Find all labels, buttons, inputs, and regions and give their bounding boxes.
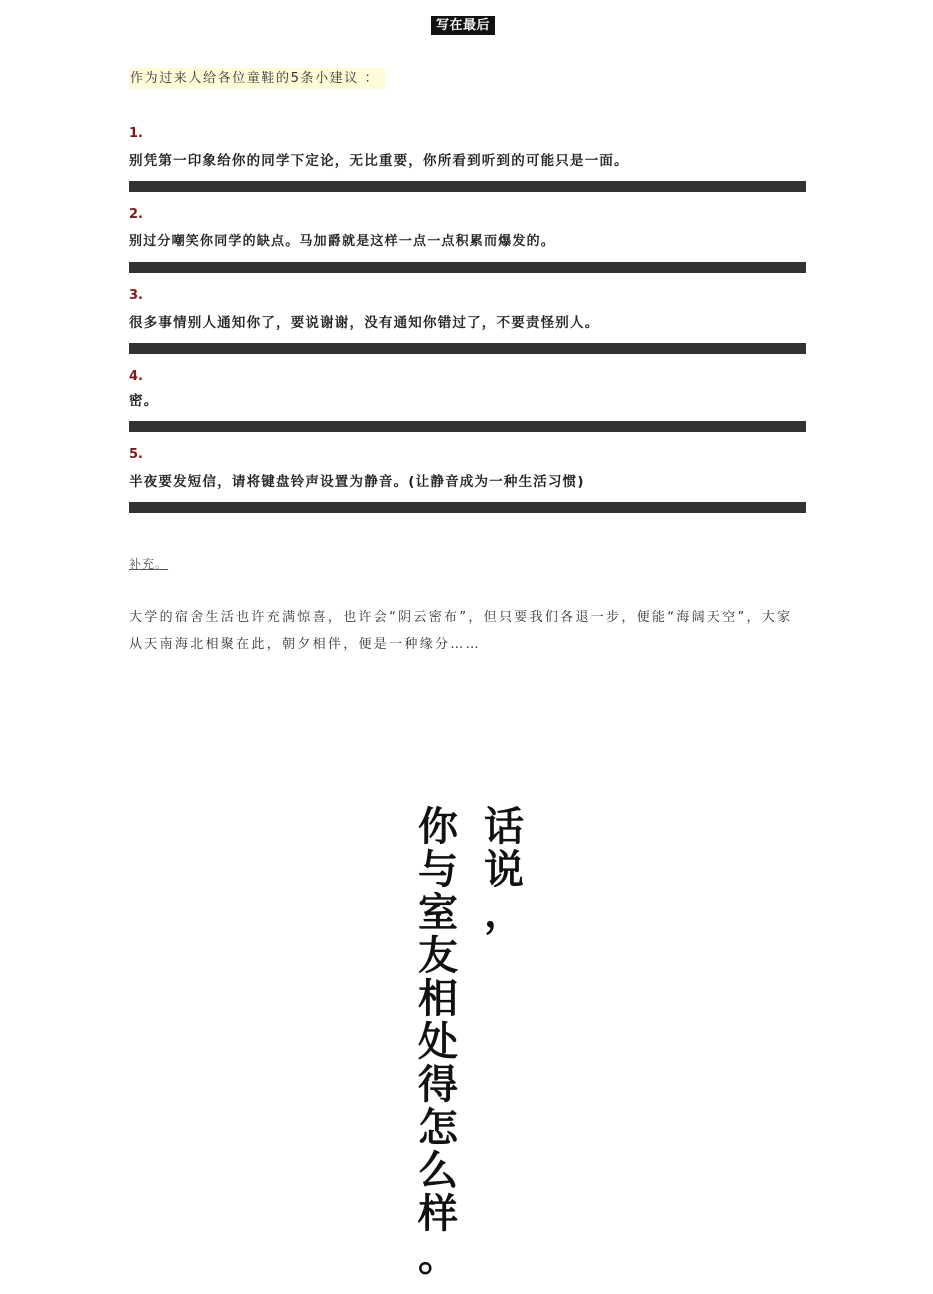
tip-item-5 [129,445,806,490]
vertical-heading-char: 友 [418,933,458,979]
vertical-heading-char: ， [484,890,524,936]
vertical-heading-char: 室 [418,890,458,936]
tip-divider [129,421,806,432]
tip-divider [129,502,806,513]
tip-item-3 [129,286,806,331]
vertical-heading-char: 与 [418,847,458,893]
vertical-heading-left [414,806,462,1279]
vertical-heading-right [480,806,528,935]
vertical-heading-char: 说 [484,847,524,893]
vertical-heading-char: 得 [418,1062,458,1108]
vertical-heading-char: 相 [418,976,458,1022]
tip-divider [129,181,806,192]
tip-divider [129,262,806,273]
vertical-heading-char: 话 [484,804,524,850]
tip-item-4 [129,367,806,409]
tip-divider [129,343,806,354]
tip-text: 很多事情别人通知你了，要说谢谢，没有通知你错过了，不要责怪别人。 [129,315,600,331]
vertical-heading-char: 样 [418,1191,458,1237]
tip-number: 5. [129,447,143,462]
vertical-heading-char: 怎 [418,1105,458,1151]
section-title-badge: 写在最后 [431,16,495,35]
vertical-heading-char: 么 [418,1148,458,1194]
supplement-label: 补充。 [129,557,169,571]
tip-number: 1. [129,126,143,141]
tip-item-1 [129,124,806,169]
tip-text: 别凭第一印象给你的同学下定论，无比重要，你所看到听到的可能只是一面。 [129,153,629,169]
tip-number: 2. [129,207,143,222]
intro-text: 作为过来人给各位童鞋的5条小建议 ： [129,68,385,89]
vertical-heading-char: 。 [418,1234,458,1280]
tip-item-2 [129,205,806,249]
tip-text: 半夜要发短信，请将键盘铃声设置为静音。(让静音成为一种生活习惯) [129,474,585,490]
tip-text: 别过分嘲笑你同学的缺点。马加爵就是这样一点一点积累而爆发的。 [129,234,556,249]
tip-text: 密。 [129,393,159,409]
vertical-heading-char: 你 [418,804,458,850]
tip-number: 4. [129,369,143,384]
closing-paragraph: 大学的宿舍生活也许充满惊喜，也许会“阴云密布”，但只要我们各退一步，便能“海阔天空”，大家从天南海北相聚在此，朝夕相伴，便是一种缘分…… [129,610,793,652]
vertical-heading-char: 处 [418,1019,458,1065]
tip-number: 3. [129,288,143,303]
